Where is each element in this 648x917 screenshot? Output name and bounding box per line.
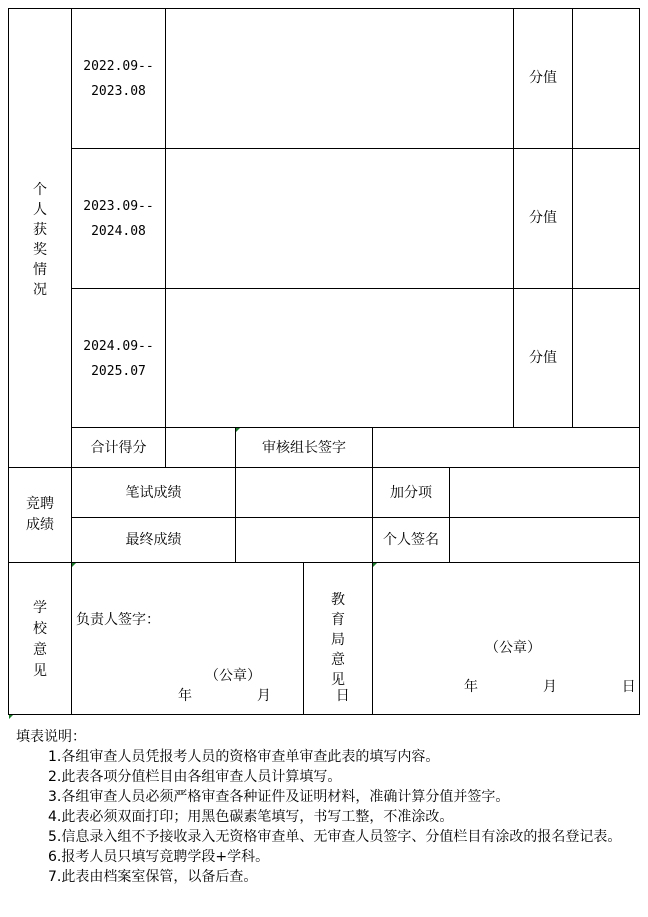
score-value-cell-3[interactable] [573, 289, 639, 427]
personal-sign-cell[interactable] [450, 518, 639, 562]
group-leader-sign-cell[interactable] [373, 428, 639, 467]
instructions-title: 填表说明： [16, 729, 86, 745]
score-label-1: 分值 [529, 70, 557, 86]
written-score-cell[interactable] [236, 468, 372, 517]
instruction-item-7: 7.此表由档案室保管，以备后查。 [48, 869, 258, 885]
award-period-1: 2022.09-- 2023.08 [83, 59, 154, 99]
award-period-3: 2024.09-- 2025.07 [83, 339, 154, 379]
awards-section-label: 个人获奖情况 [33, 182, 47, 298]
bureau-section-label: 教育局意见 [331, 592, 345, 688]
instruction-item-1: 1.各组审查人员凭报考人员的资格审查单审查此表的填写内容。 [48, 749, 440, 765]
written-score-label: 笔试成绩 [125, 485, 182, 501]
school-date-label: 年 月 日 [178, 688, 350, 704]
score-label-2: 分值 [529, 210, 557, 226]
award-content-cell-2[interactable] [166, 149, 512, 288]
scores-section-label: 竞聘成绩 [26, 496, 54, 533]
score-label-3: 分值 [529, 350, 557, 366]
instruction-item-5: 5.信息录入组不予接收录入无资格审查单、无审查人员签字、分值栏目有涂改的报名登记表。 [48, 829, 622, 845]
final-score-label: 最终成绩 [125, 532, 182, 548]
group-leader-sign-label: 审核组长签字 [262, 440, 346, 456]
personal-sign-label: 个人签名 [383, 532, 439, 548]
bureau-seal-label: （公章） [485, 640, 541, 656]
bureau-date-label: 年 月 日 [464, 679, 636, 695]
instruction-item-3: 3.各组审查人员必须严格审查各种证件及证明材料，准确计算分值并签字。 [48, 789, 510, 805]
award-content-cell-1[interactable] [166, 9, 512, 148]
responsible-sign-label: 负责人签字： [76, 612, 160, 628]
total-score-cell[interactable] [166, 428, 235, 467]
bonus-cell[interactable] [450, 468, 639, 517]
total-score-label: 合计得分 [90, 440, 147, 456]
instruction-item-6: 6.报考人员只填写竞聘学段+学科。 [48, 849, 270, 865]
school-seal-label: （公章） [205, 668, 261, 684]
instruction-item-2: 2.此表各项分值栏目由各组审查人员计算填写。 [48, 769, 342, 785]
school-section-label: 学校意见 [33, 600, 47, 679]
score-value-cell-2[interactable] [573, 149, 639, 288]
award-content-cell-3[interactable] [166, 289, 512, 427]
instruction-item-4: 4.此表必须双面打印；用黑色碳素笔填写，书写工整，不准涂改。 [48, 809, 454, 825]
score-value-cell-1[interactable] [573, 9, 639, 148]
bonus-label: 加分项 [390, 485, 432, 501]
final-score-cell[interactable] [236, 518, 372, 562]
instructions [16, 727, 638, 887]
award-period-2: 2023.09-- 2024.08 [83, 199, 154, 239]
